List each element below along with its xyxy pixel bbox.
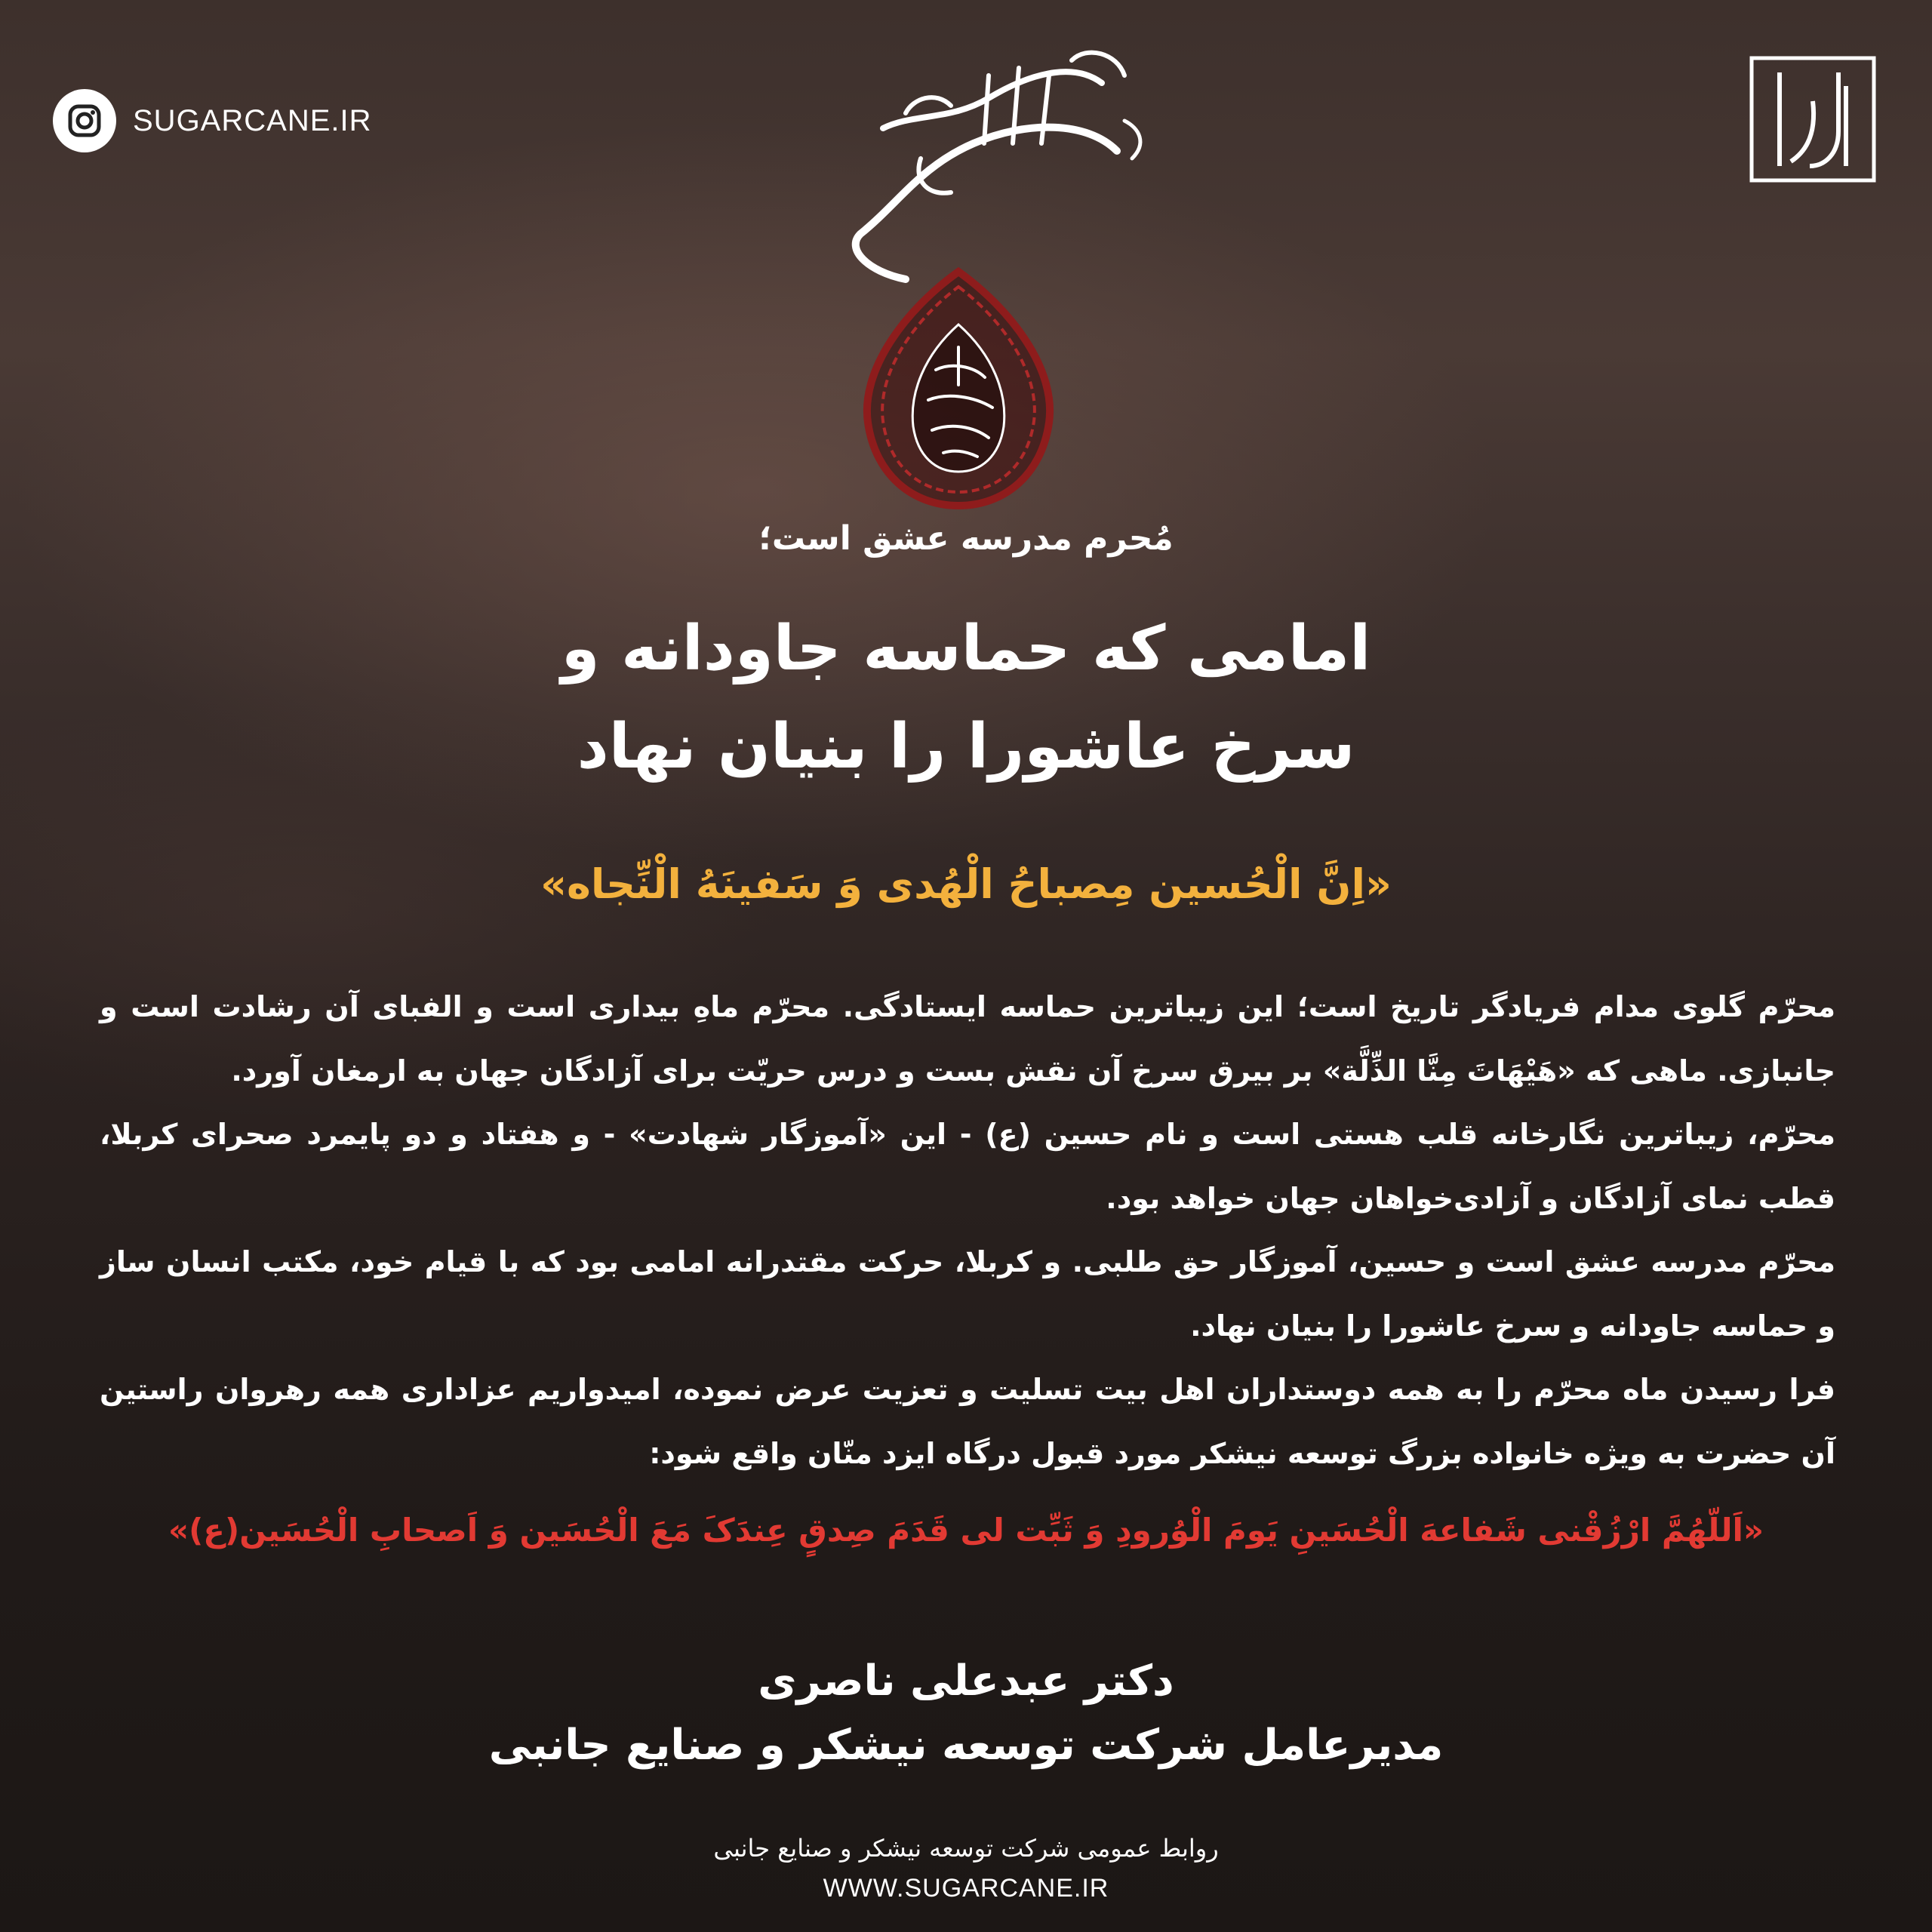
body-text: [100, 975, 1835, 1485]
instagram-handle[interactable]: [53, 89, 372, 152]
instagram-icon: [53, 89, 116, 152]
body-paragraph-1: محرّم گلوی مدام فریادگر تاریخ است؛ این زیباترین حماسه ایستادگی. محرّم ماهِ بیداری است و الفبای آن رشادت است و جانبازی. ماهی که «هَیْهَاتَ مِنَّا الذِّلَّة» بر بیرق سرخ آن نقش بست و درس حریّت برای آزادگان جهان به ارمغان آورد.: [100, 990, 1835, 1088]
signature-role: مدیرعامل شرکت توسعه نیشکر و صنایع جانبی: [488, 1721, 1444, 1770]
body-paragraph-3: محرّم مدرسه عشق است و حسین، آموزگار حق طلبی. و کربلا، حرکت مقتدرانه امامی بود که با قیام خود، مکتب انسان ساز و حماسه جاودانه و سرخ عاشورا را بنیان نهاد.: [100, 1245, 1835, 1343]
hadith-quote: «اِنَّ الْحُسین مِصباحُ الْهُدی وَ سَفینَهُ الْنِّجاه»: [540, 860, 1392, 908]
bismillah-calligraphy-icon: [800, 30, 1177, 287]
hussein-medallion-icon: [853, 264, 1064, 513]
body-paragraph-4: فرا رسیدن ماه محرّم را به همه دوستداران اهل بیت تسلیت و تعزیت عرض نموده، امیدواریم عزاداری همه رهروان راستین آن حضرت به ویژه خانواده بزرگ توسعه نیشکر مورد قبول درگاه ایزد منّان واقع شود:: [100, 1373, 1835, 1470]
company-logo-icon: [1749, 56, 1876, 183]
signature-name: دکتر عبدعلی ناصری: [758, 1657, 1174, 1706]
prayer-quote: «اَللّهُمَّ ارْزُقْنی شَفاعهَ الْحُسَینِ یَومَ الْوُرودِ وَ ثَبِّت لی قَدَمَ صِدقٍ عِندَکَ مَعَ الْحُسَین وَ اَصحابِ الْحُسَین(ع)»: [168, 1512, 1764, 1549]
headline: [0, 600, 1932, 796]
subtitle: مُحرم مدرسه عشق است؛: [758, 519, 1174, 558]
footer-url[interactable]: WWW.SUGARCANE.IR: [823, 1874, 1109, 1903]
body-paragraph-2: محرّم، زیباترین نگارخانه قلب هستی است و نام حسین (ع) - این «آموزگار شهادت» - و هفتاد و دو پایمرد صحرای کربلا، قطب نمای آزادگان و آزادی‌خواهان جهان خواهد بود.: [100, 1118, 1835, 1215]
headline-line-2: سرخ عاشورا را بنیان نهاد: [577, 711, 1355, 783]
headline-line-1: امامی که حماسه جاودانه و: [561, 613, 1371, 685]
footer-public-relations: روابط عمومی شرکت توسعه نیشکر و صنایع جانبی: [713, 1834, 1219, 1863]
instagram-handle-text: SUGARCANE.IR: [133, 103, 372, 137]
